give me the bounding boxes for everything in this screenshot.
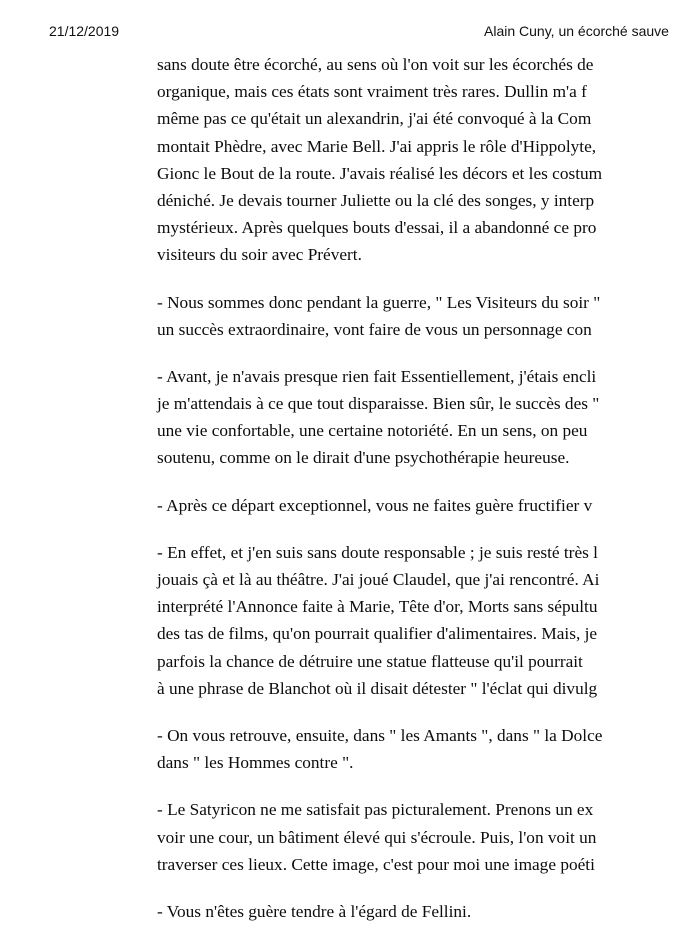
paragraph bbox=[157, 539, 680, 702]
text-line: mystérieux. Après quelques bouts d'essai, il a abandonné ce pro bbox=[157, 218, 597, 238]
paragraph bbox=[157, 796, 680, 878]
text-line: organique, mais ces états sont vraiment très rares. Dullin m'a f bbox=[157, 82, 587, 102]
text-line: Gionc le Bout de la route. J'avais réalisé les décors et les costum bbox=[157, 163, 603, 183]
text-line: déniché. Je devais tourner Juliette ou la clé des songes, y interp bbox=[157, 190, 595, 210]
text-line: - Avant, je n'avais presque rien fait Essentiellement, j'étais encli bbox=[157, 366, 597, 386]
header-title: Alain Cuny, un écorché sauve bbox=[484, 23, 669, 39]
text-line: parfois la chance de détruire une statue flatteuse qu'il pourrait bbox=[157, 651, 583, 671]
text-line: soutenu, comme on le dirait d'une psychothérapie heureuse. bbox=[157, 448, 570, 468]
paragraph-gap bbox=[157, 702, 680, 722]
text-line: des tas de films, qu'on pourrait qualifier d'alimentaires. Mais, je bbox=[157, 624, 598, 644]
text-line: visiteurs du soir avec Prévert. bbox=[157, 245, 362, 265]
text-line: montait Phèdre, avec Marie Bell. J'ai appris le rôle d'Hippolyte, bbox=[157, 136, 597, 156]
text-line: même pas ce qu'était un alexandrin, j'ai été convoqué à la Com bbox=[157, 109, 592, 129]
paragraph bbox=[157, 722, 680, 776]
text-line: sans doute être écorché, au sens où l'on voit sur les écorchés de bbox=[157, 55, 594, 74]
paragraph bbox=[157, 492, 680, 519]
text-line: je m'attendais à ce que tout disparaisse. Bien sûr, le succès des " bbox=[157, 394, 600, 414]
paragraph-gap bbox=[157, 269, 680, 289]
text-line: - Le Satyricon ne me satisfait pas picturalement. Prenons un ex bbox=[157, 800, 594, 820]
text-line: une vie confortable, une certaine notoriété. En un sens, on peu bbox=[157, 421, 588, 441]
text-line: - Nous sommes donc pendant la guerre, " Les Visiteurs du soir " bbox=[157, 292, 601, 312]
paragraph-gap bbox=[157, 776, 680, 796]
text-line: à une phrase de Blanchot où il disait détester " l'éclat qui divulg bbox=[157, 678, 598, 698]
text-line: jouais çà et là au théâtre. J'ai joué Claudel, que j'ai rencontré. Ai bbox=[157, 570, 600, 589]
text-line: - Après ce départ exceptionnel, vous ne faites guère fructifier v bbox=[157, 495, 593, 515]
text-line: traverser ces lieux. Cette image, c'est pour moi une image poéti bbox=[157, 854, 595, 874]
text-line: - Vous n'êtes guère tendre à l'égard de Fellini. bbox=[157, 901, 472, 921]
text-line: - On vous retrouve, ensuite, dans " les Amants ", dans " la Dolce bbox=[157, 725, 603, 745]
text-line: dans " les Hommes contre ". bbox=[157, 753, 354, 773]
text-line: un succès extraordinaire, vont faire de vous un personnage con bbox=[157, 319, 592, 339]
paragraph bbox=[157, 363, 680, 472]
paragraph bbox=[157, 51, 680, 269]
paragraph-gap bbox=[157, 343, 680, 363]
paragraph bbox=[157, 898, 680, 925]
paragraph bbox=[157, 289, 680, 343]
header-date: 21/12/2019 bbox=[49, 23, 120, 39]
paragraph-gap bbox=[157, 519, 680, 539]
text-line: interprété l'Annonce faite à Marie, Tête d'or, Morts sans sépultu bbox=[157, 597, 598, 617]
paragraph-gap bbox=[157, 878, 680, 898]
text-line: - En effet, et j'en suis sans doute responsable ; je suis resté très l bbox=[157, 542, 598, 562]
article-body bbox=[157, 51, 680, 925]
text-line: voir une cour, un bâtiment élevé qui s'écroule. Puis, l'on voit un bbox=[157, 827, 597, 847]
paragraph-gap bbox=[157, 472, 680, 492]
